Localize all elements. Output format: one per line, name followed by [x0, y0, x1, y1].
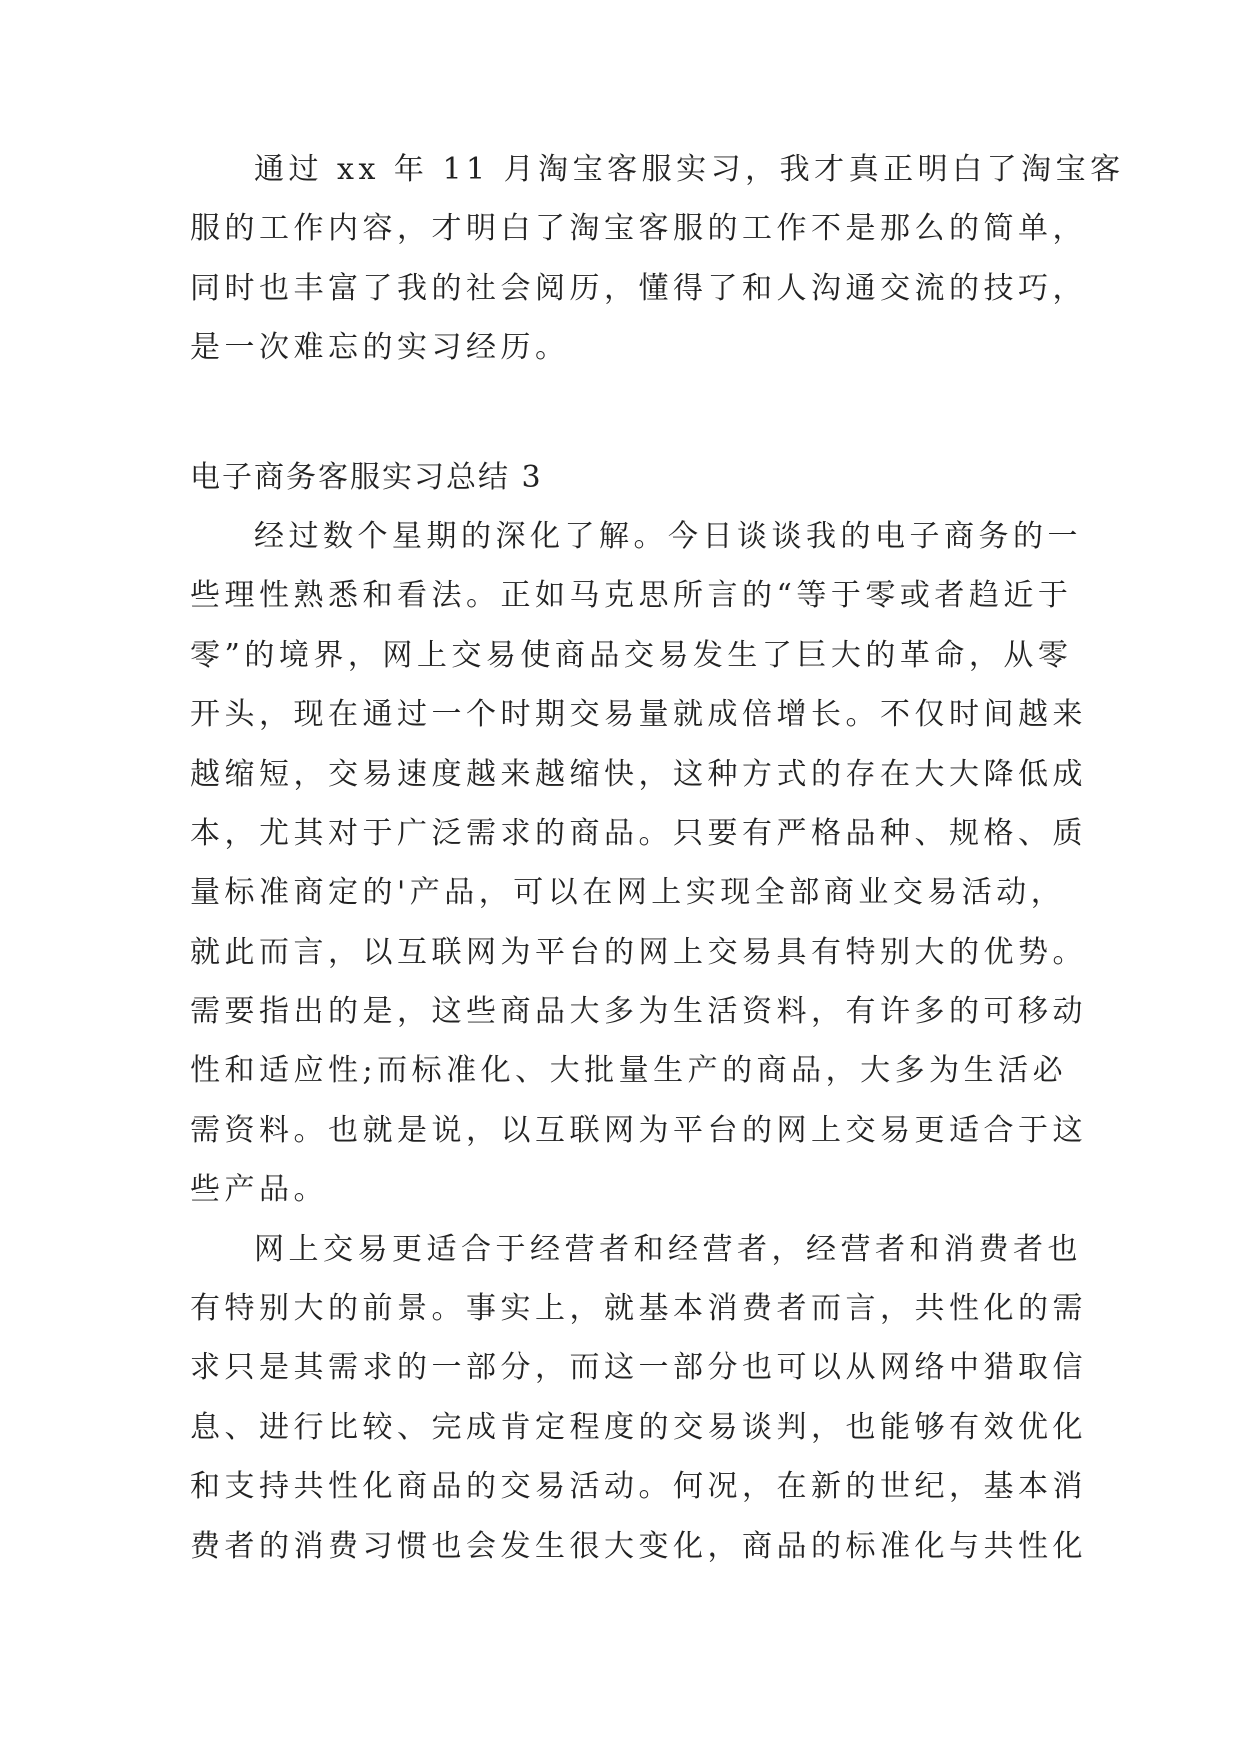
text-line: 些产品。 [190, 1172, 328, 1208]
text-line: 息、进行比较、完成肯定程度的交易谈判，也能够有效优化 [190, 1409, 1087, 1445]
paragraph-3 [190, 1220, 1087, 1576]
text-line: 就此而言，以互联网为平台的网上交易具有特别大的优势。 [190, 934, 1087, 970]
text-line: 本，尤其对于广泛需求的商品。只要有严格品种、规格、质 [190, 815, 1087, 851]
text-line: 有特别大的前景。事实上，就基本消费者而言，共性化的需 [190, 1291, 1087, 1327]
document-page [190, 140, 1125, 1576]
text-line: 开头，现在通过一个时期交易量就成倍增长。不仅时间越来 [190, 697, 1087, 733]
text-line: 网上交易更适合于经营者和经营者，经营者和消费者也 [254, 1231, 1082, 1267]
text-line: 需资料。也就是说，以互联网为平台的网上交易更适合于这 [190, 1112, 1087, 1148]
text-line: 些理性熟悉和看法。正如马克思所言的“等于零或者趋近于 [190, 578, 1073, 614]
text-line: 是一次难忘的实习经历。 [190, 330, 570, 366]
paragraph-2 [190, 507, 1087, 1220]
text-line: 费者的消费习惯也会发生很大变化，商品的标准化与共性化 [190, 1528, 1087, 1564]
section-heading: 电子商务客服实习总结 3 [190, 459, 543, 495]
text-line: 同时也丰富了我的社会阅历，懂得了和人沟通交流的技巧， [190, 270, 1087, 306]
text-line: 通过 xx 年 11 月淘宝客服实习，我才真正明白了淘宝客 [254, 152, 1125, 187]
text-line: 性和适应性;而标准化、大批量生产的商品，大多为生活必 [190, 1053, 1068, 1089]
text-line: 需要指出的是，这些商品大多为生活资料，有许多的可移动 [190, 994, 1087, 1030]
paragraph-spacer [190, 378, 1050, 448]
paragraph-1 [190, 140, 1125, 378]
text-line: 量标准商定的'产品，可以在网上实现全部商业交易活动， [190, 875, 1066, 911]
text-line: 越缩短，交易速度越来越缩快，这种方式的存在大大降低成 [190, 756, 1087, 792]
text-line: 服的工作内容，才明白了淘宝客服的工作不是那么的简单， [190, 211, 1087, 247]
text-line: 经过数个星期的深化了解。今日谈谈我的电子商务的一 [254, 518, 1082, 554]
text-line: 和支持共性化商品的交易活动。何况，在新的世纪，基本消 [190, 1469, 1087, 1505]
text-line: 零”的境界，网上交易使商品交易发生了巨大的革命，从零 [190, 637, 1073, 673]
text-line: 求只是其需求的一部分，而这一部分也可以从网络中猎取信 [190, 1350, 1087, 1386]
